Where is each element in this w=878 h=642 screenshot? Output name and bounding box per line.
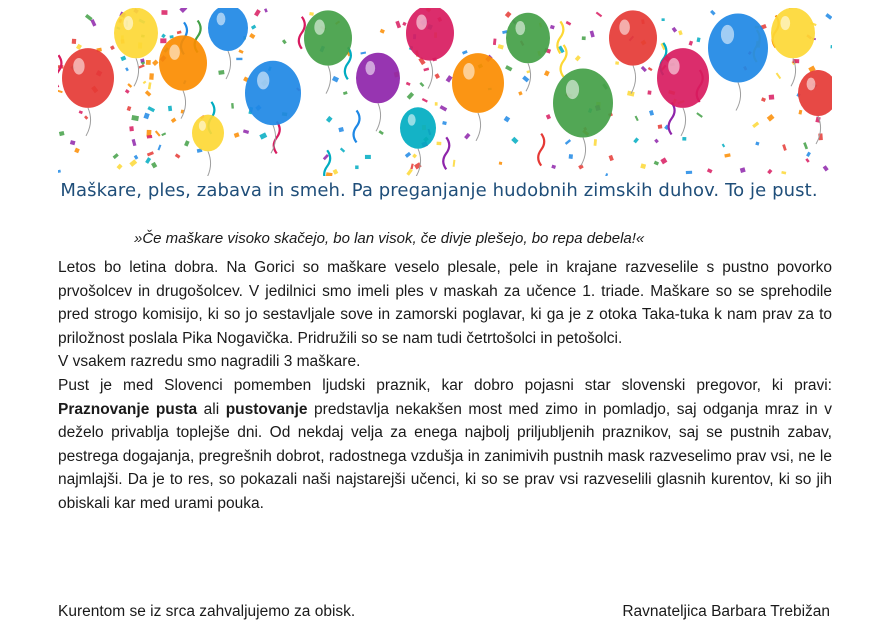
balloon [192,115,224,176]
balloon [245,61,301,153]
confetti-piece [309,12,314,16]
confetti-piece [724,153,730,157]
confetti-piece [332,76,339,83]
confetti-piece [160,38,166,43]
confetti-piece [85,14,93,21]
confetti-piece [767,169,772,174]
confetti-piece [722,144,725,148]
confetti-piece [776,73,782,80]
confetti-piece [338,127,344,132]
confetti-piece [437,142,442,146]
confetti-piece [149,73,154,80]
confetti-piece [333,169,339,175]
confetti-piece [710,10,716,16]
confetti-piece [184,140,190,146]
confetti-piece [134,155,139,160]
confetti-piece [110,45,115,50]
confetti-piece [143,113,149,120]
streamer [58,55,61,87]
confetti-piece [326,172,333,176]
confetti-piece [689,41,694,46]
confetti-piece [395,21,401,29]
confetti-piece [544,70,550,76]
confetti-piece [596,12,603,18]
balloon [657,48,709,136]
confetti-piece [127,106,132,111]
streamer [354,110,360,142]
confetti-piece [58,90,63,93]
confetti-piece [231,103,234,109]
confetti-piece [326,116,333,123]
confetti-piece [662,18,665,21]
confetti-piece [566,21,572,26]
confetti-piece [171,118,177,123]
confetti-piece [648,67,653,71]
confetti-piece [505,11,512,18]
confetti-piece [798,110,802,115]
confetti-piece [782,144,787,151]
confetti-piece [407,92,414,100]
confetti-piece [423,68,429,72]
confetti-piece [707,168,713,173]
confetti-piece [825,13,832,20]
confetti-piece [234,132,240,138]
confetti-piece [282,39,287,44]
confetti-piece [633,137,639,143]
bold-term-praznovanje: Praznovanje pusta [58,400,198,418]
confetti-piece [59,131,65,136]
confetti-piece [84,115,88,119]
confetti-piece [442,121,447,125]
confetti-piece [412,153,417,158]
confetti-piece [446,75,453,83]
confetti-piece [129,159,137,167]
confetti-piece [132,139,137,146]
balloon [708,14,768,111]
confetti-piece [259,132,267,139]
confetti-piece [152,59,159,66]
confetti-piece [70,140,76,145]
confetti-piece [90,19,96,27]
confetti-piece [147,106,155,112]
confetti-piece [127,83,132,88]
confetti-piece [640,163,646,169]
confetti-piece [161,34,166,39]
paragraph-3-text: ali [197,400,226,418]
streamer [669,103,675,135]
confetti-piece [635,116,639,122]
confetti-piece [179,8,187,13]
balloon [62,48,114,136]
confetti-piece [422,98,428,103]
confetti-piece [440,105,448,111]
confetti-piece [605,173,609,176]
confetti-piece [582,36,586,40]
confetti-piece [435,73,440,79]
confetti-piece [406,169,412,176]
confetti-piece [551,165,556,169]
balloon [208,8,248,79]
confetti-piece [569,154,573,159]
balloons-banner [58,8,832,176]
confetti-piece [177,31,182,35]
confetti-piece [251,25,256,30]
confetti-piece [678,30,683,35]
confetti-piece [238,49,243,53]
streamer [299,17,305,49]
confetti-piece [647,90,651,94]
confetti-piece [761,97,766,102]
confetti-piece [740,167,746,173]
confetti-piece [406,82,411,86]
confetti-piece [343,91,348,95]
confetti-piece [654,161,659,166]
confetti-piece [546,114,551,120]
confetti-piece [641,66,647,72]
confetti-piece [499,161,503,164]
paragraph-3-text: predstavlja nekakšen most med zimo in pomladjo, saj odganja mraz in v deželo privablja toplejše dni. Od nekdaj velja za enega najbolj priljubljenih praznikov, saj se pustnih zabav, pestrega dogajanja, pregrešnih dobrot, radostnega vzdušja in zanimivih pustnih mask razveselimo prav vsi, ne le najmlajši. Da je to res, so pokazali naši najstarejši učenci, ki so se prav vsi razveselili glasnih kurentov, ki so jih obiskali kar med urami pouka. [58,400,832,512]
confetti-piece [696,112,703,118]
confetti-piece [654,139,659,144]
article-body [58,256,832,516]
confetti-piece [379,130,384,135]
confetti-piece [129,126,134,131]
confetti-piece [609,155,614,161]
confetti-piece [660,157,667,164]
confetti-piece [58,170,61,174]
confetti-piece [79,110,83,114]
confetti-piece [493,38,497,45]
balloon [553,69,613,166]
confetti-piece [522,75,529,82]
confetti-piece [74,148,80,154]
confetti-piece [511,137,518,144]
confetti-piece [380,29,385,34]
confetti-piece [161,10,167,15]
confetti-piece [803,142,808,149]
proverb-quote: »Če maškare visoko skačejo, bo lan visok, če divje plešejo, bo repa debela!« [134,230,645,247]
confetti-piece [575,55,581,61]
confetti-piece [155,130,161,136]
paragraph-1: Letos bo letina dobra. Na Gorici so maškare veselo plesale, pele in krajane razveselile s pustno povorko prvošolcev in drugošolcev. V jedilnici smo imeli ples v maskah za učence 1. triade. Maškare so se sprehodile pred strogo komisijo, ki so jo sestavljale sove in zamorski poglavar, ki ga je z otoka Taka-tuka k nam prav za to priložnost poslala Pika Nogavička. Pridružili so se nam tudi četrtošolci in petošolci. [58,259,832,347]
confetti-piece [767,114,775,122]
confetti-piece [365,155,371,159]
confetti-piece [146,60,151,65]
paragraph-3-text: Pust je med Slovenci pomemben ljudski praznik, kar dobro pojasni star slovenski pregovor, ki pravi: [58,376,832,394]
balloon [159,35,207,118]
confetti-piece [682,137,686,141]
confetti-piece [249,33,255,39]
confetti-piece [518,91,522,95]
confetti-piece [615,61,619,65]
confetti-piece [453,160,456,167]
confetti-piece [830,45,832,49]
confetti-piece [72,39,77,44]
confetti-piece [340,147,345,152]
confetti-piece [755,142,759,146]
confetti-piece [565,139,571,145]
confetti-piece [658,124,663,128]
confetti-piece [236,58,242,60]
confetti-piece [243,129,249,134]
confetti-piece [464,133,470,140]
confetti-piece [752,122,759,129]
signature: Ravnateljica Barbara Trebižan [622,603,830,620]
balloon [798,70,832,144]
confetti-piece [76,44,82,50]
confetti-piece [419,82,424,87]
streamer [324,150,330,176]
confetti-piece [143,81,147,85]
streamer [443,137,449,169]
footer [58,603,830,621]
streamer [274,121,280,153]
paragraph-3 [58,374,832,516]
balloon [356,53,400,132]
confetti-piece [157,144,161,150]
confetti-piece [355,165,358,169]
confetti-piece [145,157,151,164]
confetti-piece [175,153,181,158]
confetti-piece [410,163,413,169]
streamer [538,134,544,166]
confetti-piece [120,56,126,62]
headline: Maškare, ples, zabava in smeh. Pa preganjanje hudobnih zimskih duhov. To je pust. [60,180,818,201]
balloon [452,53,504,141]
confetti-piece [402,22,406,26]
confetti-piece [550,25,555,30]
confetti-piece [805,158,809,163]
confetti-piece [435,102,438,106]
confetti-piece [147,135,152,138]
confetti-piece [769,95,775,100]
confetti-piece [145,90,152,96]
confetti-piece [264,8,268,12]
confetti-piece [218,70,224,75]
confetti-piece [405,152,411,158]
balloon [406,8,454,89]
confetti-piece [125,67,129,71]
confetti-piece [590,30,595,37]
confetti-piece [462,50,468,54]
thanks-line: Kurentom se iz srca zahvaljujemo za obisk. [58,603,356,620]
confetti-piece [498,44,504,49]
confetti-piece [627,91,635,97]
balloon [304,10,352,93]
confetti-piece [686,171,692,174]
confetti-piece [151,162,157,168]
balloons-confetti-illustration [58,8,832,176]
bold-term-pustovanje: pustovanje [225,400,308,418]
confetti-piece [360,52,366,55]
confetti-piece [649,110,654,116]
confetti-piece [131,115,139,121]
confetti-piece [148,82,152,89]
confetti-piece [147,151,154,156]
confetti-piece [504,116,511,123]
confetti-piece [117,164,123,170]
confetti-piece [697,37,701,42]
confetti-piece [125,89,130,94]
confetti-piece [806,152,811,157]
confetti-piece [781,171,786,174]
confetti-piece [672,27,677,33]
confetti-piece [113,153,119,159]
balloon [609,10,657,93]
confetti-piece [823,165,829,171]
confetti-piece [161,132,166,136]
paragraph-2: V vsakem razredu smo nagradili 3 maškare. [58,353,361,371]
confetti-piece [594,139,597,146]
confetti-piece [138,64,144,68]
confetti-piece [323,154,329,160]
confetti-piece [168,106,172,112]
confetti-piece [505,65,512,71]
confetti-piece [254,9,261,17]
